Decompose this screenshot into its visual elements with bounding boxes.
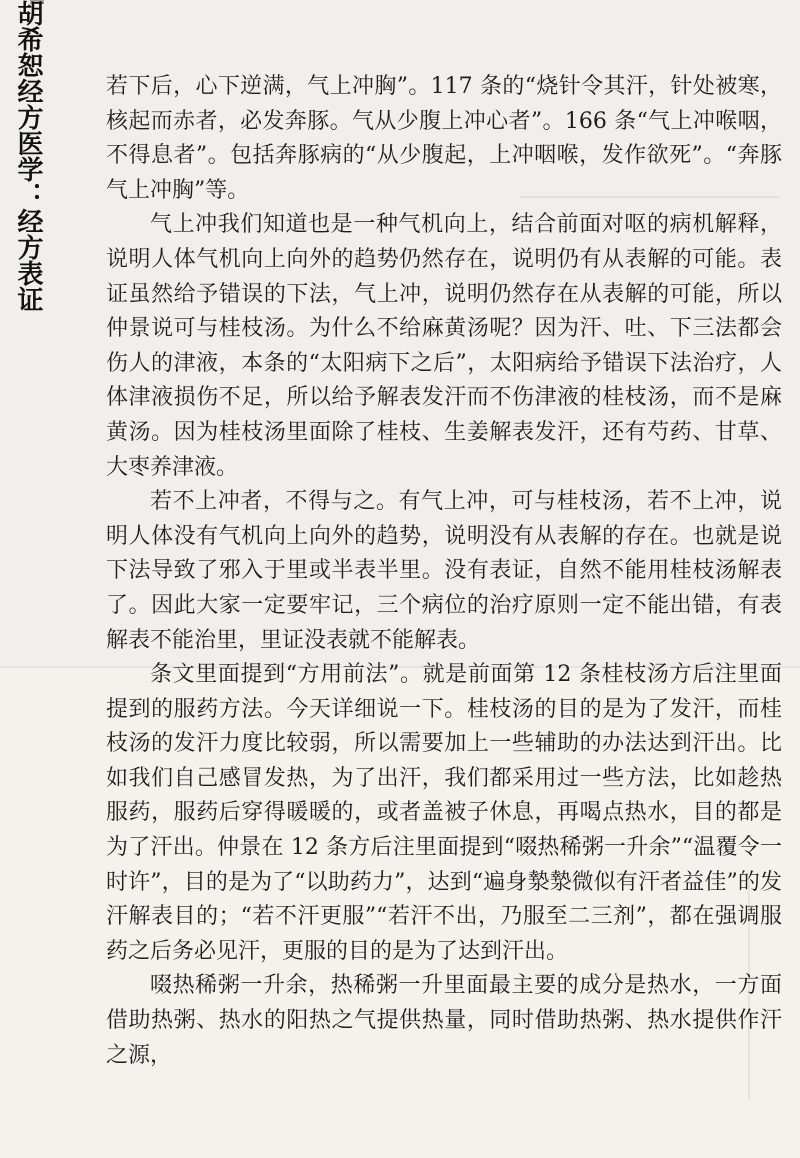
paragraph-4: 条文里面提到“方用前法”。就是前面第 12 条桂枝汤方后注里面提到的服药方法。今天详细说一下。桂枝汤的目的是为了发汗，而桂枝汤的发汗力度比较弱，所以需要加上一些辅助的办法达到汗出。比如我们自己感冒发热，为了出汗，我们都采用过一些方法，比如趁热服药，服药后穿得暖暖的，或者盖被子休息，再喝点热水，目的都是为了汗出。仲景在 12 条方后注里面提到“啜热稀粥一升余”“温覆令一时许”，目的是为了“以助药力”，达到“遍身漐漐微似有汗者益佳”的发汗解表目的；“若不汗更服”“若汗不出，乃服至二三剂”，都在强调服药之后务必见汗，更服的目的是为了达到汗出。 [106,662,782,964]
running-head-spine-title: 胡希恕经方医学：经方表证 [13,0,43,312]
paragraph-1: 若下后，心下逆满，气上冲胸”。117 条的“烧针令其汗，针处被寒，核起而赤者，必发奔豚。气从少腹上冲心者”。166 条“气上冲喉咽，不得息者”。包括奔豚病的“从少腹起，上冲咽喉，发作欲死”。“奔豚气上冲胸”等。 [106,74,782,203]
paragraph-2: 气上冲我们知道也是一种气机向上，结合前面对呕的病机解释，说明人体气机向上向外的趋势仍然存在，说明仍有从表解的可能。表证虽然给予错误的下法，气上冲，说明仍然存在从表解的可能，所以仲景说可与桂枝汤。为什么不给麻黄汤呢？因为汗、吐、下三法都会伤人的津液，本条的“太阳病下之后”，太阳病给予错误下法治疗，人体津液损伤不足，所以给予解表发汗而不伤津液的桂枝汤，而不是麻黄汤。因为桂枝汤里面除了桂枝、生姜解表发汗，还有芍药、甘草、大枣养津液。 [106,212,782,480]
paragraph-5: 啜热稀粥一升余，热稀粥一升里面最主要的成分是热水，一方面借助热粥、热水的阳热之气提供热量，同时借助热粥、热水提供作汗之源， [106,973,782,1068]
body-text [106,70,782,1073]
paragraph-3: 若不上冲者，不得与之。有气上冲，可与桂枝汤，若不上冲，说明人体没有气机向上向外的趋势，说明没有从表解的存在。也就是说下法导致了邪入于里或半表半里。没有表证，自然不能用桂枝汤解表了。因此大家一定要牢记，三个病位的治疗原则一定不能出错，有表解表不能治里，里证没表就不能解表。 [106,489,782,653]
